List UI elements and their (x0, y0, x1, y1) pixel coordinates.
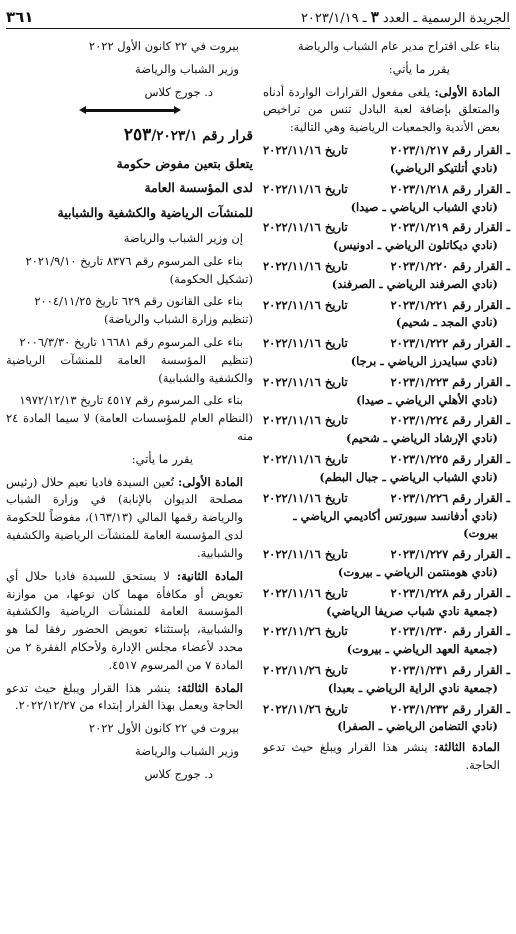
decision-item (263, 335, 510, 371)
decision-item-number: ـ القرار رقم ٢٠٢٣/١/٢٢٣ (390, 374, 510, 389)
decision-item (263, 374, 510, 410)
decision-item-date: تاريخ ٢٠٢٢/١١/٢٦ (263, 663, 348, 677)
decision-list (263, 142, 510, 736)
decision-item-number: ـ القرار رقم ٢٠٢٣/١/٢٢٢ (390, 336, 510, 351)
decision-item-header (263, 297, 510, 315)
article-1-label: المادة الأولى: (434, 84, 501, 99)
columns (6, 38, 510, 928)
left-article-3 (6, 680, 253, 716)
decision-item-header (263, 490, 510, 508)
decision-title-suffix: /٢٠٢٣/١ (151, 128, 198, 145)
signature-minister-title: وزير الشباب والرياضة (135, 61, 239, 76)
article-3-text: ينشر هذا القرار ويبلغ حيث تدعو الحاجة. (263, 740, 500, 773)
decision-item-club: (نادي الصرفند الرياضي ـ الصرفند) (331, 276, 498, 291)
decision-item-number: ـ القرار رقم ٢٠٢٣/١/٢٢٨ (390, 585, 510, 600)
decision-item-club: (نادي هومنتمن الرياضي ـ بيروت) (337, 564, 498, 579)
basis-2-note: (تنظيم وزارة الشباب والرياضة) (103, 312, 253, 327)
decision-item-club: (نادي المجد ـ شحيم) (395, 315, 498, 330)
decision-item-club: (نادي الأهلي الرياضي ـ صيدا) (356, 392, 498, 407)
basis-1: بناء على المرسوم رقم ٨٣٧٦ تاريخ ٢٠٢١/٩/١٠ (25, 253, 243, 268)
page-number: ٣٦١ (6, 8, 34, 26)
decision-item-date: تاريخ ٢٠٢٢/١١/١٦ (263, 547, 348, 562)
subject-line-3: للمنشآت الرياضية والكشفية والشبابية (57, 204, 253, 220)
decision-item (263, 585, 510, 621)
decision-item-number: ـ القرار رقم ٢٠٢٣/١/٢٣١ (390, 663, 510, 677)
basis-4-note: (النظام العام للمؤسسات العامة) لا سيما المادة ٢٤ منه (6, 411, 253, 444)
decision-item-header (263, 142, 510, 160)
article-1 (263, 84, 510, 137)
decision-item-date: تاريخ ٢٠٢٢/١١/٢٦ (263, 624, 348, 639)
decision-item-date: تاريخ ٢٠٢٢/١١/١٦ (263, 258, 348, 273)
decision-item-club: (نادي سبايدرز الرياضي ـ برجا) (350, 354, 498, 368)
decision-item-header (263, 335, 510, 353)
left-article-1 (6, 474, 253, 563)
decision-item-date: تاريخ ٢٠٢٢/١١/١٦ (263, 143, 348, 158)
subject-line-1: يتعلق بتعين مفوض حكومة (116, 155, 253, 171)
decision-item-club: (جمعية نادي شباب صريفا الرياضي) (326, 603, 498, 618)
left-column (6, 38, 253, 928)
minister-preamble: إن وزير الشباب والرياضة (123, 230, 243, 245)
left-article-1-text: تُعين السيدة فاديا نعيم حلال (رئيس مصلحة الديوان بالإنابة) في وزارة الشباب والرياضة رقمها المالي (١٦٣/١٣)، مفوضاً للحكومة لدى المؤسسة العامة للمنشآت الرياضية والكشفية والشبابية. (6, 474, 243, 560)
section-separator (6, 109, 253, 112)
header-date: ـ ٢٠٢٣/١/١٩ (300, 11, 367, 26)
decision-item-number: ـ القرار رقم ٢٠٢٣/١/٢١٧ (390, 143, 510, 158)
decision-item-header (263, 701, 510, 719)
decision-item (263, 181, 510, 217)
decision-item-number: ـ القرار رقم ٢٠٢٣/١/٢٢٥ (390, 452, 510, 467)
decision-title-prefix: قرار رقم (202, 128, 253, 145)
decides-heading-2: يقرر ما يأتي: (131, 451, 193, 466)
decision-item (263, 546, 510, 582)
article-1-text: يلغى مفعول القرارات الواردة أدناه والمتعلق بإضافة لعبة البادل تنس من تراخيص بعض الأندية والجمعيات الرياضية وهي التالية: (263, 84, 500, 135)
decision-item-date: تاريخ ٢٠٢٢/١١/١٦ (263, 413, 348, 428)
right-column (263, 38, 510, 928)
decision-item-date: تاريخ ٢٠٢٢/١١/١٦ (263, 181, 348, 196)
basis-3-note: (تنظيم المؤسسة العامة للمنشآت الرياضية والكشفية والشبابية) (6, 352, 253, 385)
decision-item (263, 662, 510, 698)
left-article-1-label: المادة الأولى: (178, 474, 244, 489)
decision-item-club: (جمعية نادي الراية الرياضي ـ بعبدا) (327, 680, 498, 695)
decision-item-date: تاريخ ٢٠٢٢/١١/١٦ (263, 220, 348, 235)
decision-item-date: تاريخ ٢٠٢٢/١١/١٦ (263, 374, 348, 389)
decision-item-header (263, 258, 510, 276)
decision-title (6, 122, 253, 148)
decision-item (263, 623, 510, 659)
subject-line-2: لدى المؤسسة العامة (144, 180, 253, 196)
intro-text: بناء على اقتراح مدير عام الشباب والرياضة (297, 39, 500, 53)
left-article-3-label: المادة الثالثة: (177, 680, 244, 695)
basis-1-note: (تشكيل الحكومة) (169, 271, 253, 286)
signature-place-date: بيروت في ٢٢ كانون الأول ٢٠٢٢ (88, 39, 239, 53)
decision-item-number: ـ القرار رقم ٢٠٢٣/١/٢١٩ (390, 220, 510, 235)
decision-item-club: (جمعية العهد الرياضي ـ بيروت) (346, 642, 498, 657)
decision-item-number: ـ القرار رقم ٢٠٢٣/١/٢٢٤ (390, 413, 510, 428)
decision-item-date: تاريخ ٢٠٢٢/١١/٢٦ (263, 701, 348, 716)
decision-item (263, 297, 510, 333)
decision-item-date: تاريخ ٢٠٢٢/١١/١٦ (263, 297, 348, 312)
page-header (6, 6, 510, 29)
signature-name: د. جورج كلاس (144, 84, 213, 99)
header-publication (301, 8, 510, 26)
bottom-signature-place-date: بيروت في ٢٢ كانون الأول ٢٠٢٢ (88, 721, 239, 736)
left-article-2-text: لا يستحق للسيدة فاديا حلال أي تعويض أو مكافأة مهما كان نوعها، من موازنة المؤسسة العامة للمنشآت الرياضية والكشفية والشبابية، بإستثناء تعويض الحضور رفقا لما هو محدد لأعضاء مجلس الإدارة ولأحكام الفقرة ٢ من المادة ٧ من المرسوم ٤٥١٧. (6, 568, 243, 672)
left-article-2-label: المادة الثانية: (176, 568, 243, 583)
decision-item-number: ـ القرار رقم ٢٠٢٣/١/٢٢٦ (390, 490, 510, 505)
basis-2: بناء على القانون رقم ٦٢٩ تاريخ ٢٠٠٤/١١/٢٥ (34, 294, 243, 309)
decision-item-date: تاريخ ٢٠٢٢/١١/١٦ (263, 452, 348, 467)
decision-item-number: ـ القرار رقم ٢٠٢٣/١/٢٣٠ (390, 624, 510, 639)
left-article-3-text: ينشر هذا القرار ويبلغ حيث تدعو الحاجة ويعمل بهذا القرار إبتداء من ٢٠٢٢/١٢/٢٧. (6, 680, 243, 713)
decision-item-header (263, 374, 510, 392)
decision-item-number: ـ القرار رقم ٢٠٢٣/١/٢٢٠ (390, 258, 510, 273)
header-issue: ٣ (370, 8, 379, 26)
decision-item-header (263, 219, 510, 237)
decision-item-header (263, 585, 510, 603)
decision-item-club: (نادي أدفانسد سبورتس أكاديمي الرياضي ـ بيروت) (293, 508, 498, 541)
bottom-signature-name: د. جورج كلاس (144, 766, 213, 781)
decision-item-number: ـ القرار رقم ٢٠٢٣/١/٢٢١ (390, 297, 510, 312)
decision-item-club: (نادي التضامن الرياضي ـ الصفرا) (337, 719, 498, 734)
decision-item-header (263, 412, 510, 430)
decision-item-header (263, 546, 510, 564)
decision-item-date: تاريخ ٢٠٢٢/١١/١٦ (263, 585, 348, 600)
decision-item-header (263, 662, 510, 680)
decision-item-number: ـ القرار رقم ٢٠٢٣/١/٢٣٢ (390, 701, 510, 716)
decision-item (263, 451, 510, 487)
header-title: الجريدة الرسمية ـ العدد (382, 11, 510, 26)
decides-heading: يقرر ما يأتي: (388, 61, 450, 76)
article-3 (263, 739, 510, 775)
decision-item-club: (نادي ديكاتلون الرياضي ـ ادونيس) (333, 238, 498, 253)
left-article-2 (6, 568, 253, 675)
basis-4: بناء على المرسوم رقم ٤٥١٧ تاريخ ١٩٧٢/١٢/١٣ (19, 393, 243, 408)
decision-item-header (263, 181, 510, 199)
decision-item (263, 490, 510, 543)
decision-item-club: (نادي الشباب الرياضي ـ صيدا) (350, 199, 498, 214)
decision-item (263, 412, 510, 448)
decision-number: ٢٥٣ (123, 125, 152, 146)
bottom-signature-minister-title: وزير الشباب والرياضة (135, 744, 239, 759)
decision-item-club: (نادي أتلتيكو الرياضي) (389, 160, 498, 175)
basis-3: بناء على المرسوم رقم ١٦٦٨١ تاريخ ٢٠٠٦/٣/٣٠ (19, 334, 243, 349)
decision-item-date: تاريخ ٢٠٢٢/١١/١٦ (263, 490, 348, 505)
decision-item (263, 701, 510, 737)
decision-item-date: تاريخ ٢٠٢٢/١١/١٦ (263, 336, 348, 351)
article-3-label: المادة الثالثة: (434, 740, 501, 755)
decision-item-number: ـ القرار رقم ٢٠٢٣/١/٢٢٧ (390, 547, 510, 562)
decision-item (263, 219, 510, 255)
decision-item-club: (نادي الإرشاد الرياضي ـ شحيم) (346, 431, 498, 446)
decision-item (263, 258, 510, 294)
decision-item-header (263, 623, 510, 641)
decision-item-header (263, 451, 510, 469)
decision-item-number: ـ القرار رقم ٢٠٢٣/١/٢١٨ (390, 181, 510, 196)
decision-item (263, 142, 510, 178)
decision-item-club: (نادي الشباب الرياضي ـ جبال البطم) (319, 469, 498, 484)
